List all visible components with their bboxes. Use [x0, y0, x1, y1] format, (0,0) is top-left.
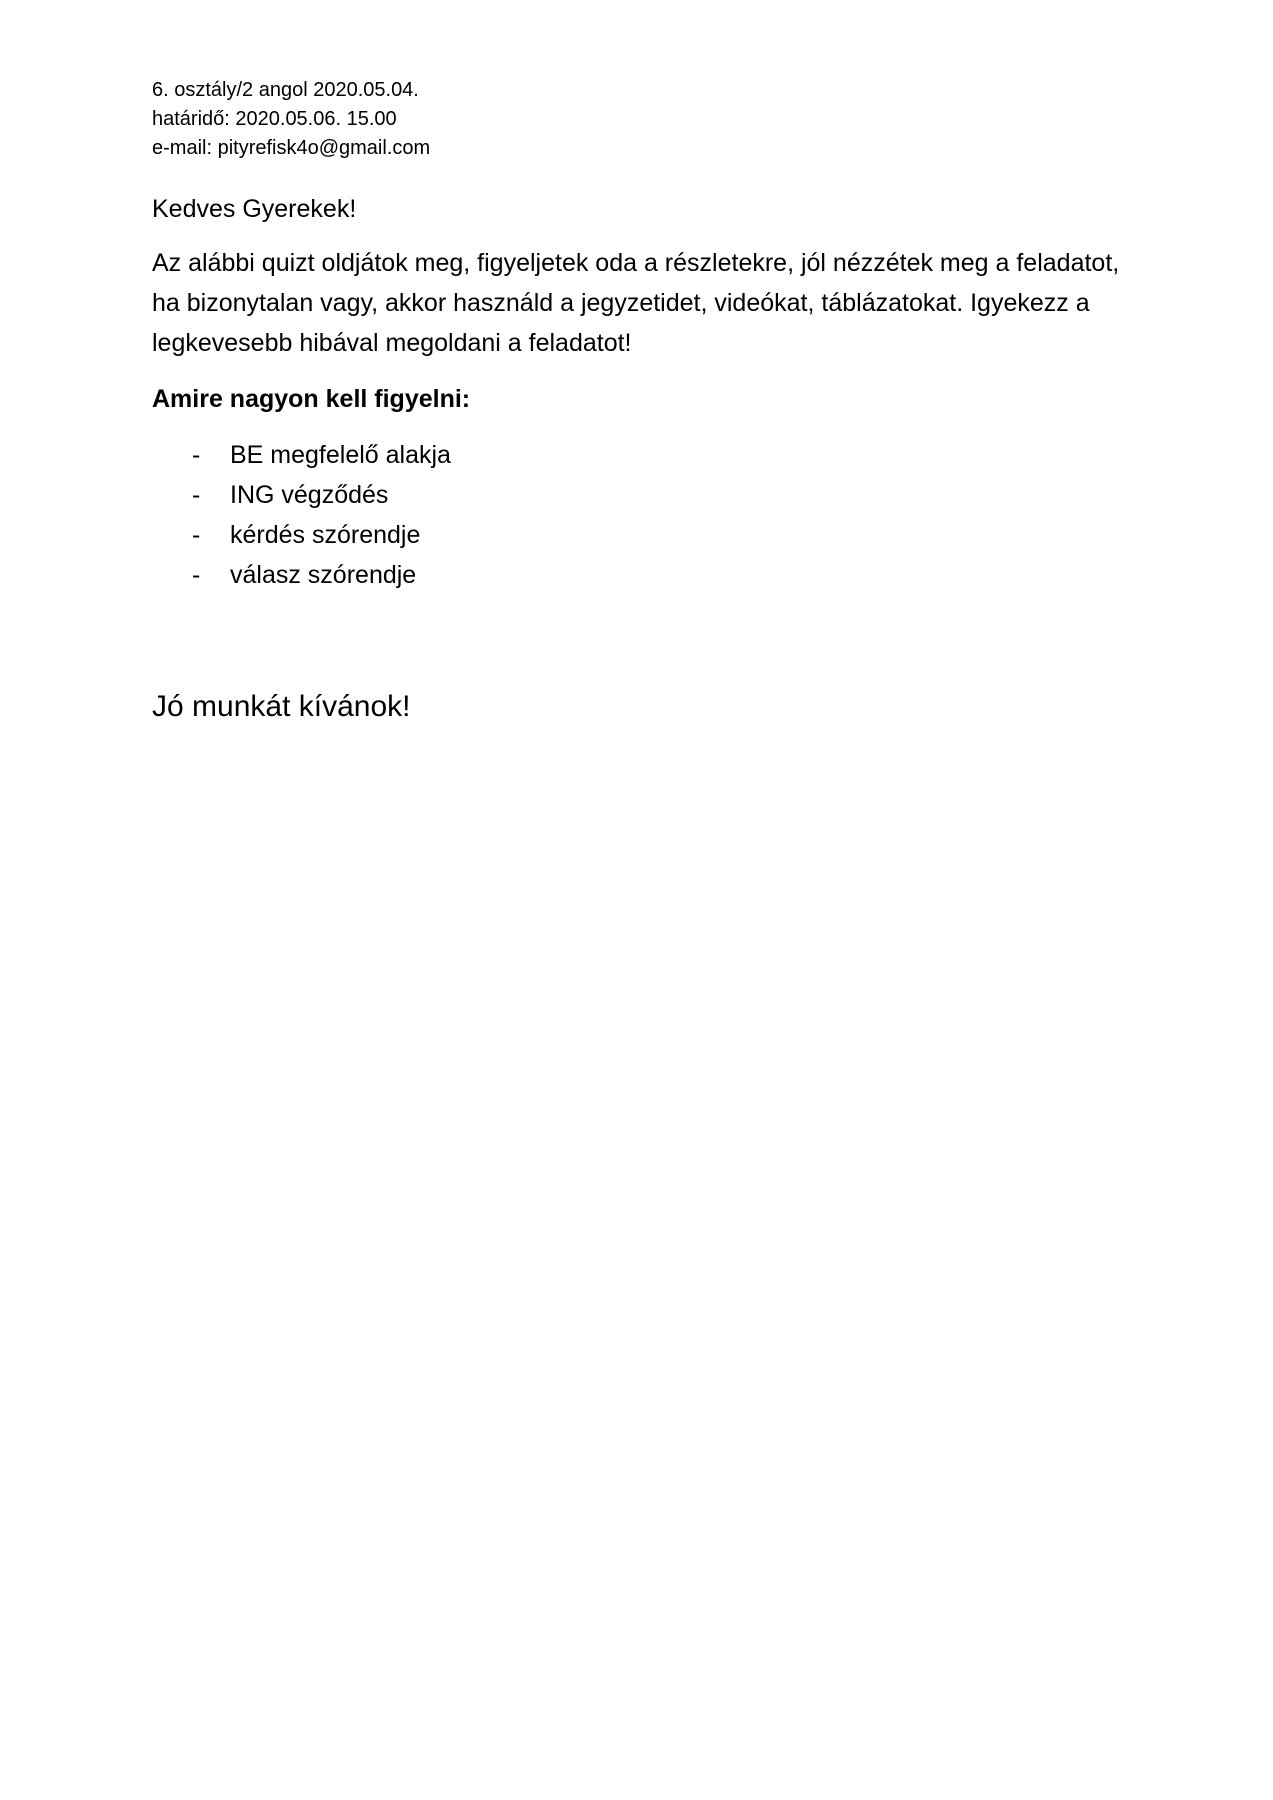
document-content — [152, 76, 1132, 729]
attention-heading: Amire nagyon kell figyelni: — [152, 385, 471, 413]
class-info-line: 6. osztály/2 angol 2020.05.04. — [152, 79, 419, 101]
closing-line: Jó munkát kívánok! — [152, 690, 411, 723]
list-item — [152, 515, 1132, 555]
list-item — [152, 435, 1132, 475]
list-item — [152, 475, 1132, 515]
list-item-text: kérdés szórendje — [230, 521, 421, 549]
list-marker: - — [192, 561, 201, 589]
deadline-line: határidő: 2020.05.06. 15.00 — [152, 108, 397, 130]
list-marker: - — [192, 481, 201, 509]
instructions-paragraph: Az alábbi quizt oldjátok meg, figyeljetek oda a részletekre, jól nézzétek meg a feladatot, ha bizonytalan vagy, akkor használd a jegyzetidet, videókat, táblázatokat. Igyekezz a legkevesebb hibával megoldani a feladatot! — [152, 249, 1120, 357]
list-item-text: ING végződés — [230, 481, 389, 509]
list-item — [152, 555, 1132, 595]
list-item-text: BE megfelelő alakja — [230, 441, 451, 469]
greeting: Kedves Gyerekek! — [152, 195, 357, 223]
email-line: e-mail: pityrefisk4o@gmail.com — [152, 137, 431, 159]
list-marker: - — [192, 441, 201, 469]
attention-list — [152, 435, 1132, 595]
list-item-text: válasz szórendje — [230, 561, 417, 589]
list-marker: - — [192, 521, 201, 549]
